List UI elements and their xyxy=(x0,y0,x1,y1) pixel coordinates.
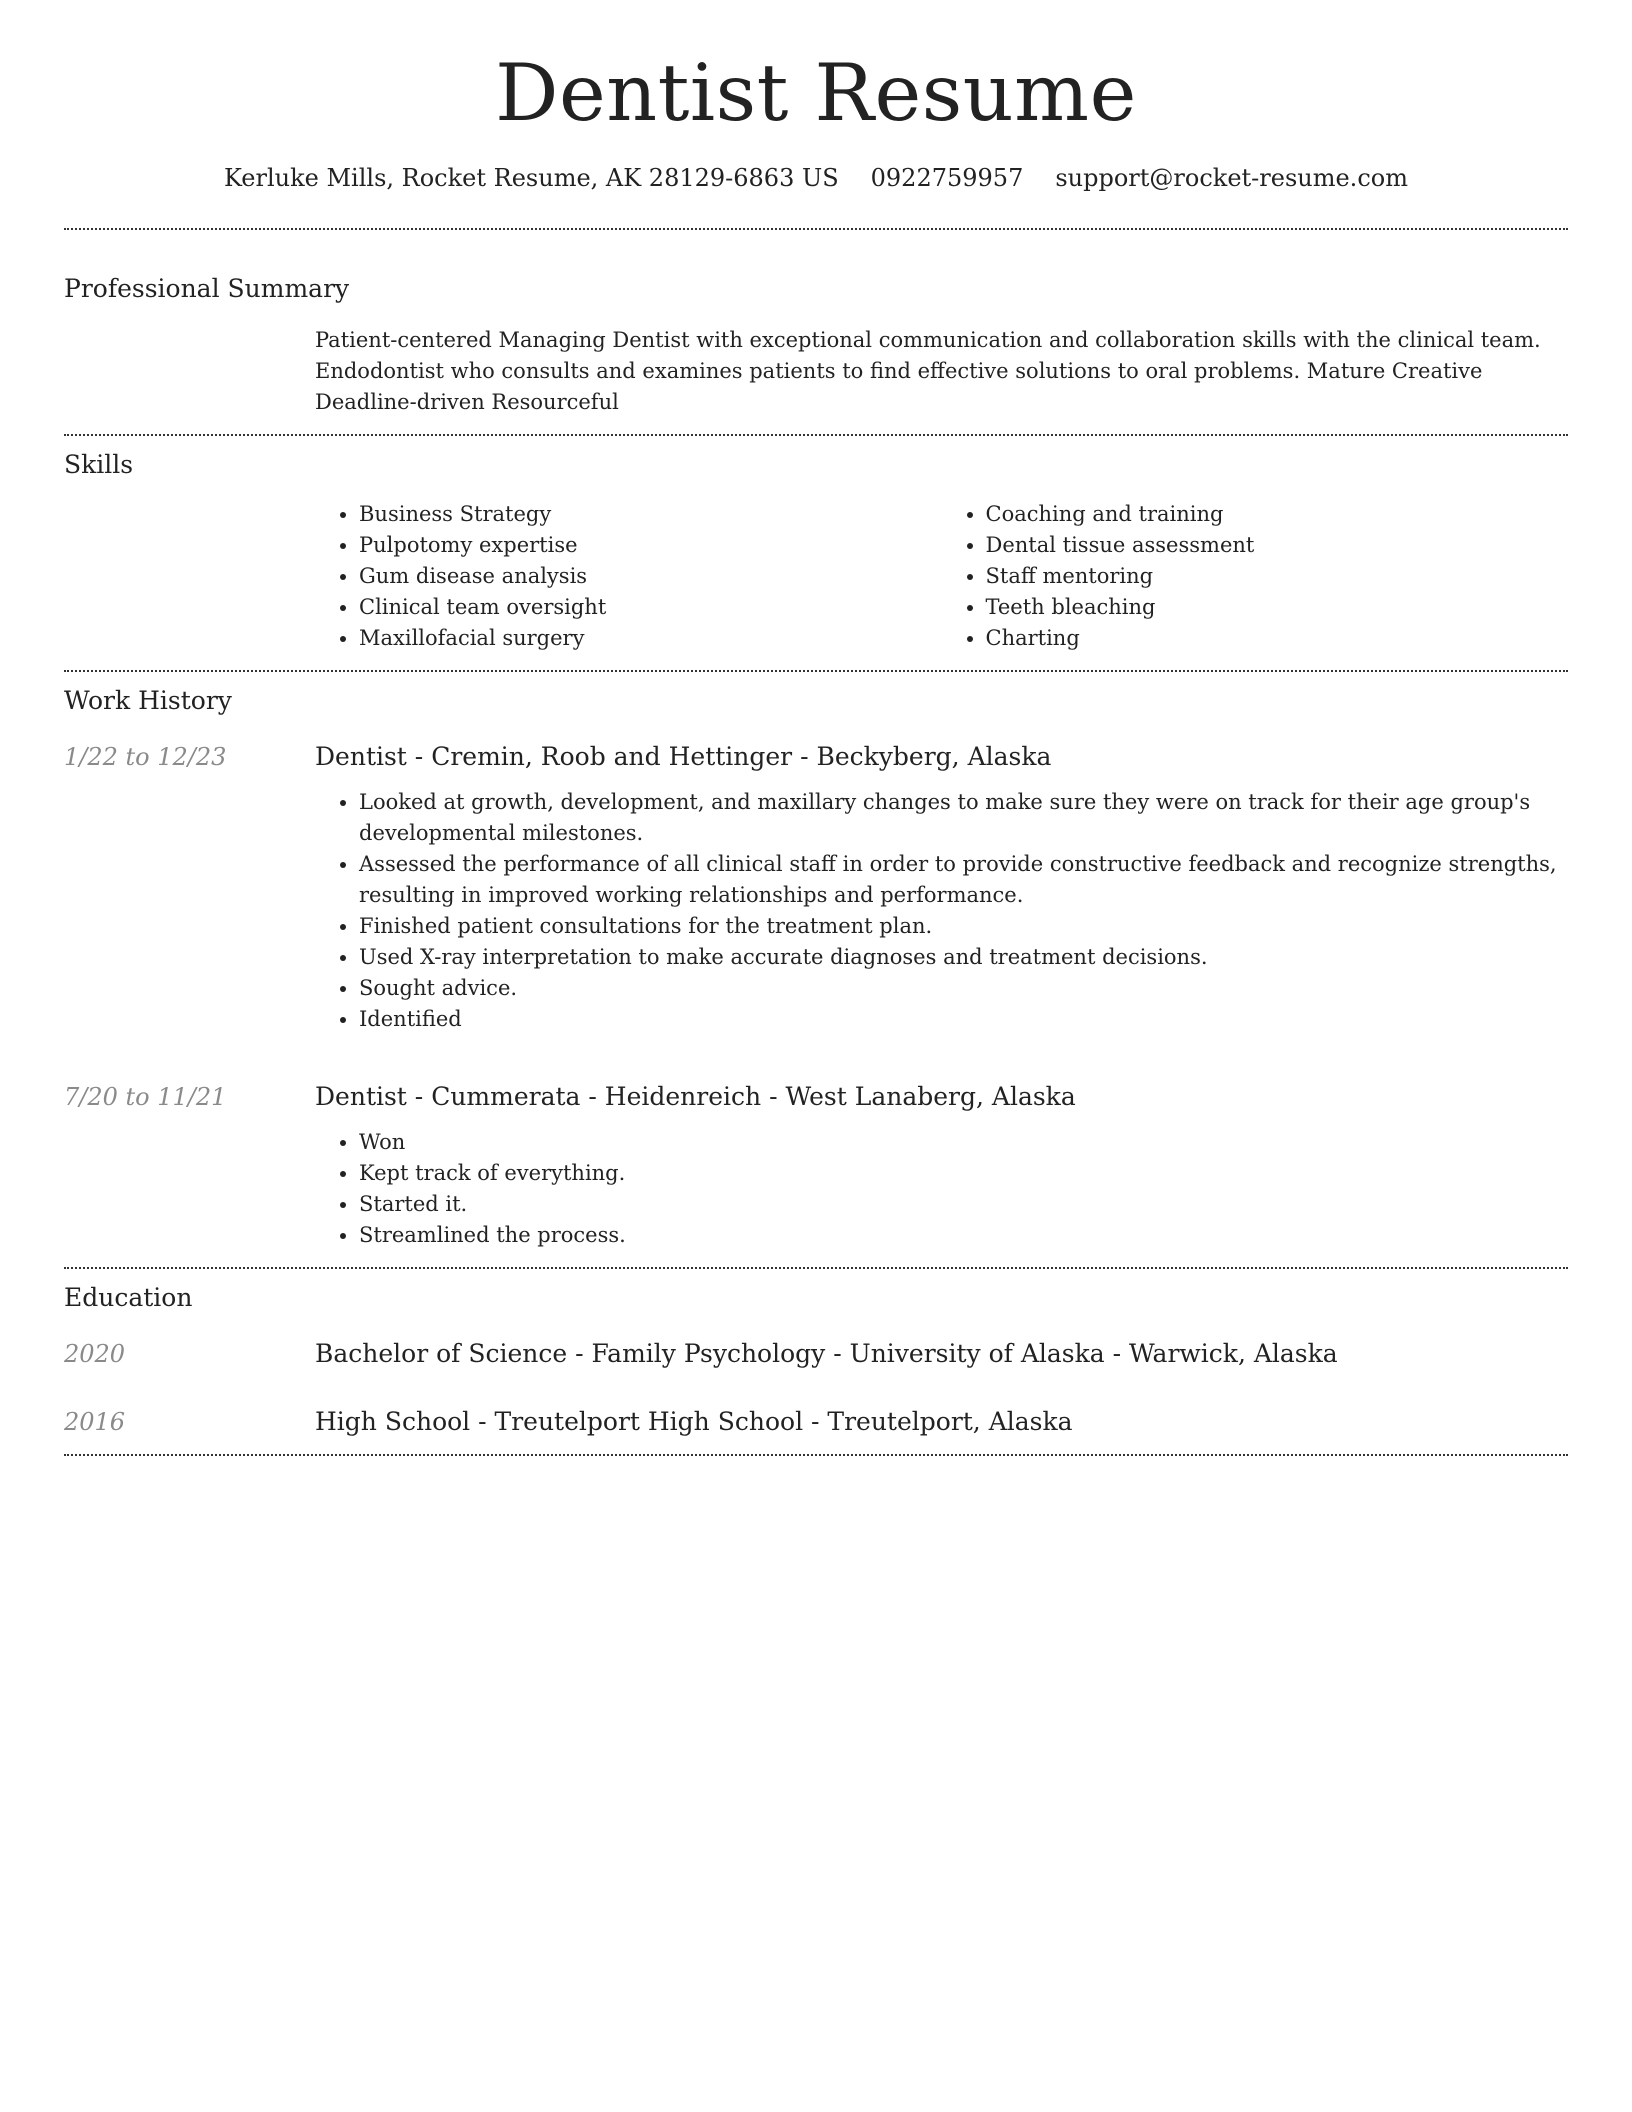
work-bullet: • Sought advice. xyxy=(359,973,1568,1004)
work-body xyxy=(315,1081,1568,1251)
work-bullets xyxy=(315,787,1568,1035)
work-heading xyxy=(315,741,1568,773)
contact-address: Kerluke Mills, Rocket Resume, AK 28129-6863 US xyxy=(224,163,839,192)
skill-item: • Pulpotomy expertise xyxy=(359,530,942,561)
section-title-education: Education xyxy=(64,1283,193,1313)
skill-item: • Clinical team oversight xyxy=(359,592,942,623)
work-history-section xyxy=(64,672,1568,1267)
job-employer: - Cummerata - Heidenreich - West Lanaberg, Alaska xyxy=(406,1082,1076,1112)
work-bullet: • Finished patient consultations for the treatment plan. xyxy=(359,911,1568,942)
education-degree: Bachelor of Science - Family Psychology xyxy=(315,1339,826,1369)
education-heading xyxy=(315,1338,1338,1370)
work-entry xyxy=(64,741,1568,1035)
work-bullet: • Started it. xyxy=(359,1189,1568,1220)
summary-text: Patient-centered Managing Dentist with exceptional communication and collaboration skills with the clinical team. Endodontist who consults and examines patients to find effective solutions to oral problems. Mature Creative Deadline-driven Resourceful xyxy=(315,328,1541,415)
work-bullet: • Streamlined the process. xyxy=(359,1220,1568,1251)
skills-grid xyxy=(315,499,1568,654)
skill-item: • Maxillofacial surgery xyxy=(359,623,942,654)
skills-list-left xyxy=(315,499,942,654)
work-bullet: • Won xyxy=(359,1127,1568,1158)
skill-item: • Dental tissue assessment xyxy=(986,530,1569,561)
education-entry xyxy=(64,1406,1568,1438)
professional-summary-section xyxy=(64,230,1568,434)
section-title-work: Work History xyxy=(64,686,232,716)
skills-section xyxy=(64,436,1568,670)
education-year: 2016 xyxy=(64,1408,126,1437)
work-body xyxy=(315,741,1568,1035)
contact-phone: 0922759957 xyxy=(870,163,1024,192)
skill-item: • Coaching and training xyxy=(986,499,1569,530)
work-dates: 7/20 to 11/21 xyxy=(64,1083,227,1112)
resume-header xyxy=(64,0,1568,194)
education-entry xyxy=(64,1338,1568,1370)
work-bullet: • Assessed the performance of all clinical staff in order to provide constructive feedback and recognize strengths, resulting in improved working relationships and performance. xyxy=(359,849,1568,911)
work-bullet: • Used X-ray interpretation to make accurate diagnoses and treatment decisions. xyxy=(359,942,1568,973)
work-bullet: • Identified xyxy=(359,1004,1568,1035)
skill-item: • Staff mentoring xyxy=(986,561,1569,592)
work-entry xyxy=(64,1081,1568,1251)
skill-item: • Business Strategy xyxy=(359,499,942,530)
resume-title: Dentist Resume xyxy=(495,47,1137,139)
job-title: Dentist xyxy=(315,1082,407,1112)
contact-email[interactable]: support@rocket-resume.com xyxy=(1055,163,1408,192)
education-school: - Treutelport High School - Treutelport, Alaska xyxy=(470,1407,1073,1437)
work-bullets xyxy=(315,1127,1568,1251)
education-divider xyxy=(64,1454,1568,1456)
work-bullet: • Looked at growth, development, and maxillary changes to make sure they were on track for their age group's developmental milestones. xyxy=(359,787,1568,849)
section-title-skills: Skills xyxy=(64,450,134,480)
section-title-summary: Professional Summary xyxy=(64,274,350,304)
work-bullet: • Kept track of everything. xyxy=(359,1158,1568,1189)
education-section xyxy=(64,1269,1568,1454)
education-degree: High School xyxy=(315,1407,471,1437)
skill-item: • Teeth bleaching xyxy=(986,592,1569,623)
job-employer: - Cremin, Roob and Hettinger - Beckyberg, Alaska xyxy=(406,742,1052,772)
skill-item: • Gum disease analysis xyxy=(359,561,942,592)
work-heading xyxy=(315,1081,1568,1113)
education-year: 2020 xyxy=(64,1340,126,1369)
skills-list-right xyxy=(942,499,1569,654)
contact-line xyxy=(64,163,1568,194)
skill-item: • Charting xyxy=(986,623,1569,654)
job-title: Dentist xyxy=(315,742,407,772)
education-school: - University of Alaska - Warwick, Alaska xyxy=(825,1339,1338,1369)
work-dates: 1/22 to 12/23 xyxy=(64,743,227,772)
education-heading xyxy=(315,1406,1073,1438)
